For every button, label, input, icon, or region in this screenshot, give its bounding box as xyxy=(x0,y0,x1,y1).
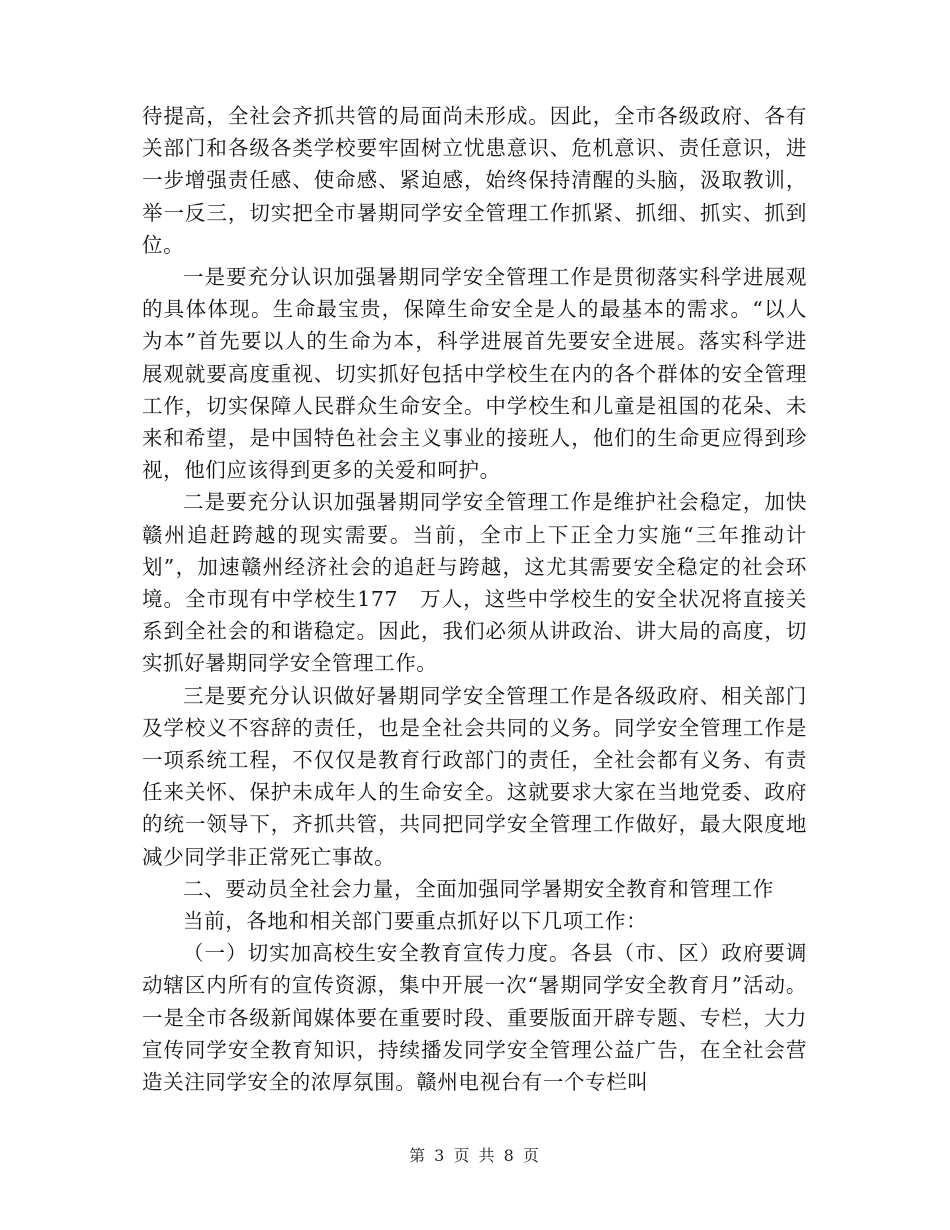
paragraph-subsection-one: （一）切实加高校生安全教育宣传力度。各县（市、区）政府要调动辖区内所有的宣传资源，集中开展一次“暑期同学安全教育月”活动。一是全市各级新闻媒体要在重要时段、重要版面开辟专题、专栏，大力宣传同学安全教育知识，持续播发同学安全管理公益广告，在全社会营造关注同学安全的浓厚氛围。赣州电视台有一个专栏叫 xyxy=(142,941,807,1095)
paragraph-point-one: 一是要充分认识加强暑期同学安全管理工作是贯彻落实科学进展观的具体体现。生命最宝贵，保障生命安全是人的最基本的需求。“以人为本”首先要以人的生命为本，科学进展首先要安全进展。落实科学进展观就要高度重视、切实抓好包括中学校生在内的各个群体的安全管理工作，切实保障人民群众生命安全。中学校生和儿童是祖国的花朵、未来和希望，是中国特色社会主义事业的接班人，他们的生命更应得到珍视，他们应该得到更多的关爱和呵护。 xyxy=(142,265,807,483)
paragraph-point-three: 三是要充分认识做好暑期同学安全管理工作是各级政府、相关部门及学校义不容辞的责任，也是全社会共同的义务。同学安全管理工作是一项系统工程，不仅仅是教育行政部门的责任，全社会都有义务、有责任来关怀、保护未成年人的生命安全。这就要求大家在当地党委、政府的统一领导下，齐抓共管，共同把同学安全管理工作做好，最大限度地减少同学非正常死亡事故。 xyxy=(142,683,807,869)
paragraph-continuation: 待提高，全社会齐抓共管的局面尚未形成。因此，全市各级政府、各有关部门和各级各类学校要牢固树立忧患意识、危机意识、责任意识，进一步增强责任感、使命感、紧迫感，始终保持清醒的头脑，汲取教训，举一反三，切实把全市暑期同学安全管理工作抓紧、抓细、抓实、抓到位。 xyxy=(142,104,807,257)
section-heading-two: 二、要动员全社会力量，全面加强同学暑期安全教育和管理工作 xyxy=(183,876,774,901)
paragraph-point-two: 二是要充分认识加强暑期同学安全管理工作是维护社会稳定，加快赣州追赶跨越的现实需要。当前，全市上下正全力实施“三年推动计划”，加速赣州经济社会的追赶与跨越，这尤其需要安全稳定的社会环境。全市现有中学校生177 万人，这些中学校生的安全状况将直接关系到全社会的和谐稳定。因此，我们必须从讲政治、讲大局的高度，切实抓好暑期同学安全管理工作。 xyxy=(142,490,807,676)
paragraph-current-work: 当前，各地和相关部门要重点抓好以下几项工作： xyxy=(183,909,648,934)
document-body xyxy=(142,100,807,1098)
page-number-footer: 第 3 页 共 8 页 xyxy=(409,1146,541,1165)
